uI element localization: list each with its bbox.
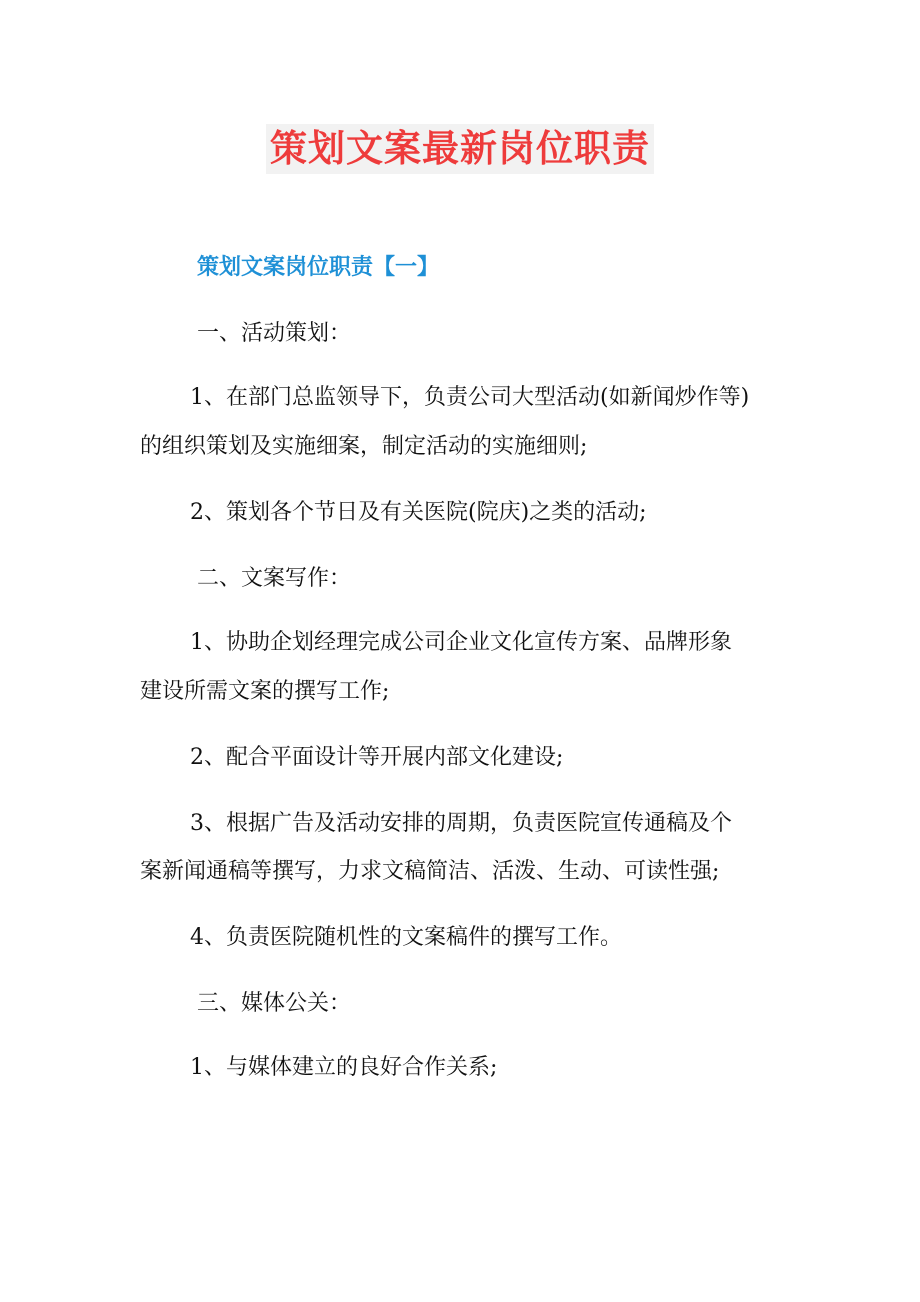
- paragraph-line: 1、在部门总监领导下，负责公司大型活动(如新闻炒作等): [190, 385, 750, 410]
- paragraph-line: 3、根据广告及活动安排的周期，负责医院宣传通稿及个: [190, 811, 732, 836]
- paragraph-line: 4、负责医院随机性的文案稿件的撰写工作。: [190, 925, 622, 950]
- paragraph-line: 1、与媒体建立的良好合作关系;: [190, 1055, 498, 1080]
- section-heading-copywriting: 二、文案写作：: [197, 566, 352, 591]
- section-subtitle: 策划文案岗位职责【一】: [197, 255, 440, 280]
- paragraph-line: 1、协助企划经理完成公司企业文化宣传方案、品牌形象: [190, 630, 732, 655]
- section-heading-activity-planning: 一、活动策划：: [197, 321, 352, 346]
- paragraph-line: 的组织策划及实施细案，制定活动的实施细则;: [140, 434, 588, 459]
- paragraph-line: 2、策划各个节日及有关医院(院庆)之类的活动;: [190, 500, 647, 525]
- section-heading-media-pr: 三、媒体公关：: [197, 991, 352, 1016]
- paragraph-line: 建设所需文案的撰写工作;: [140, 679, 390, 704]
- paragraph-line: 案新闻通稿等撰写，力求文稿简洁、活泼、生动、可读性强;: [140, 859, 720, 884]
- paragraph-line: 2、配合平面设计等开展内部文化建设;: [190, 745, 564, 770]
- page-title: 策划文案最新岗位职责: [266, 124, 654, 174]
- title-wrapper: [0, 124, 920, 174]
